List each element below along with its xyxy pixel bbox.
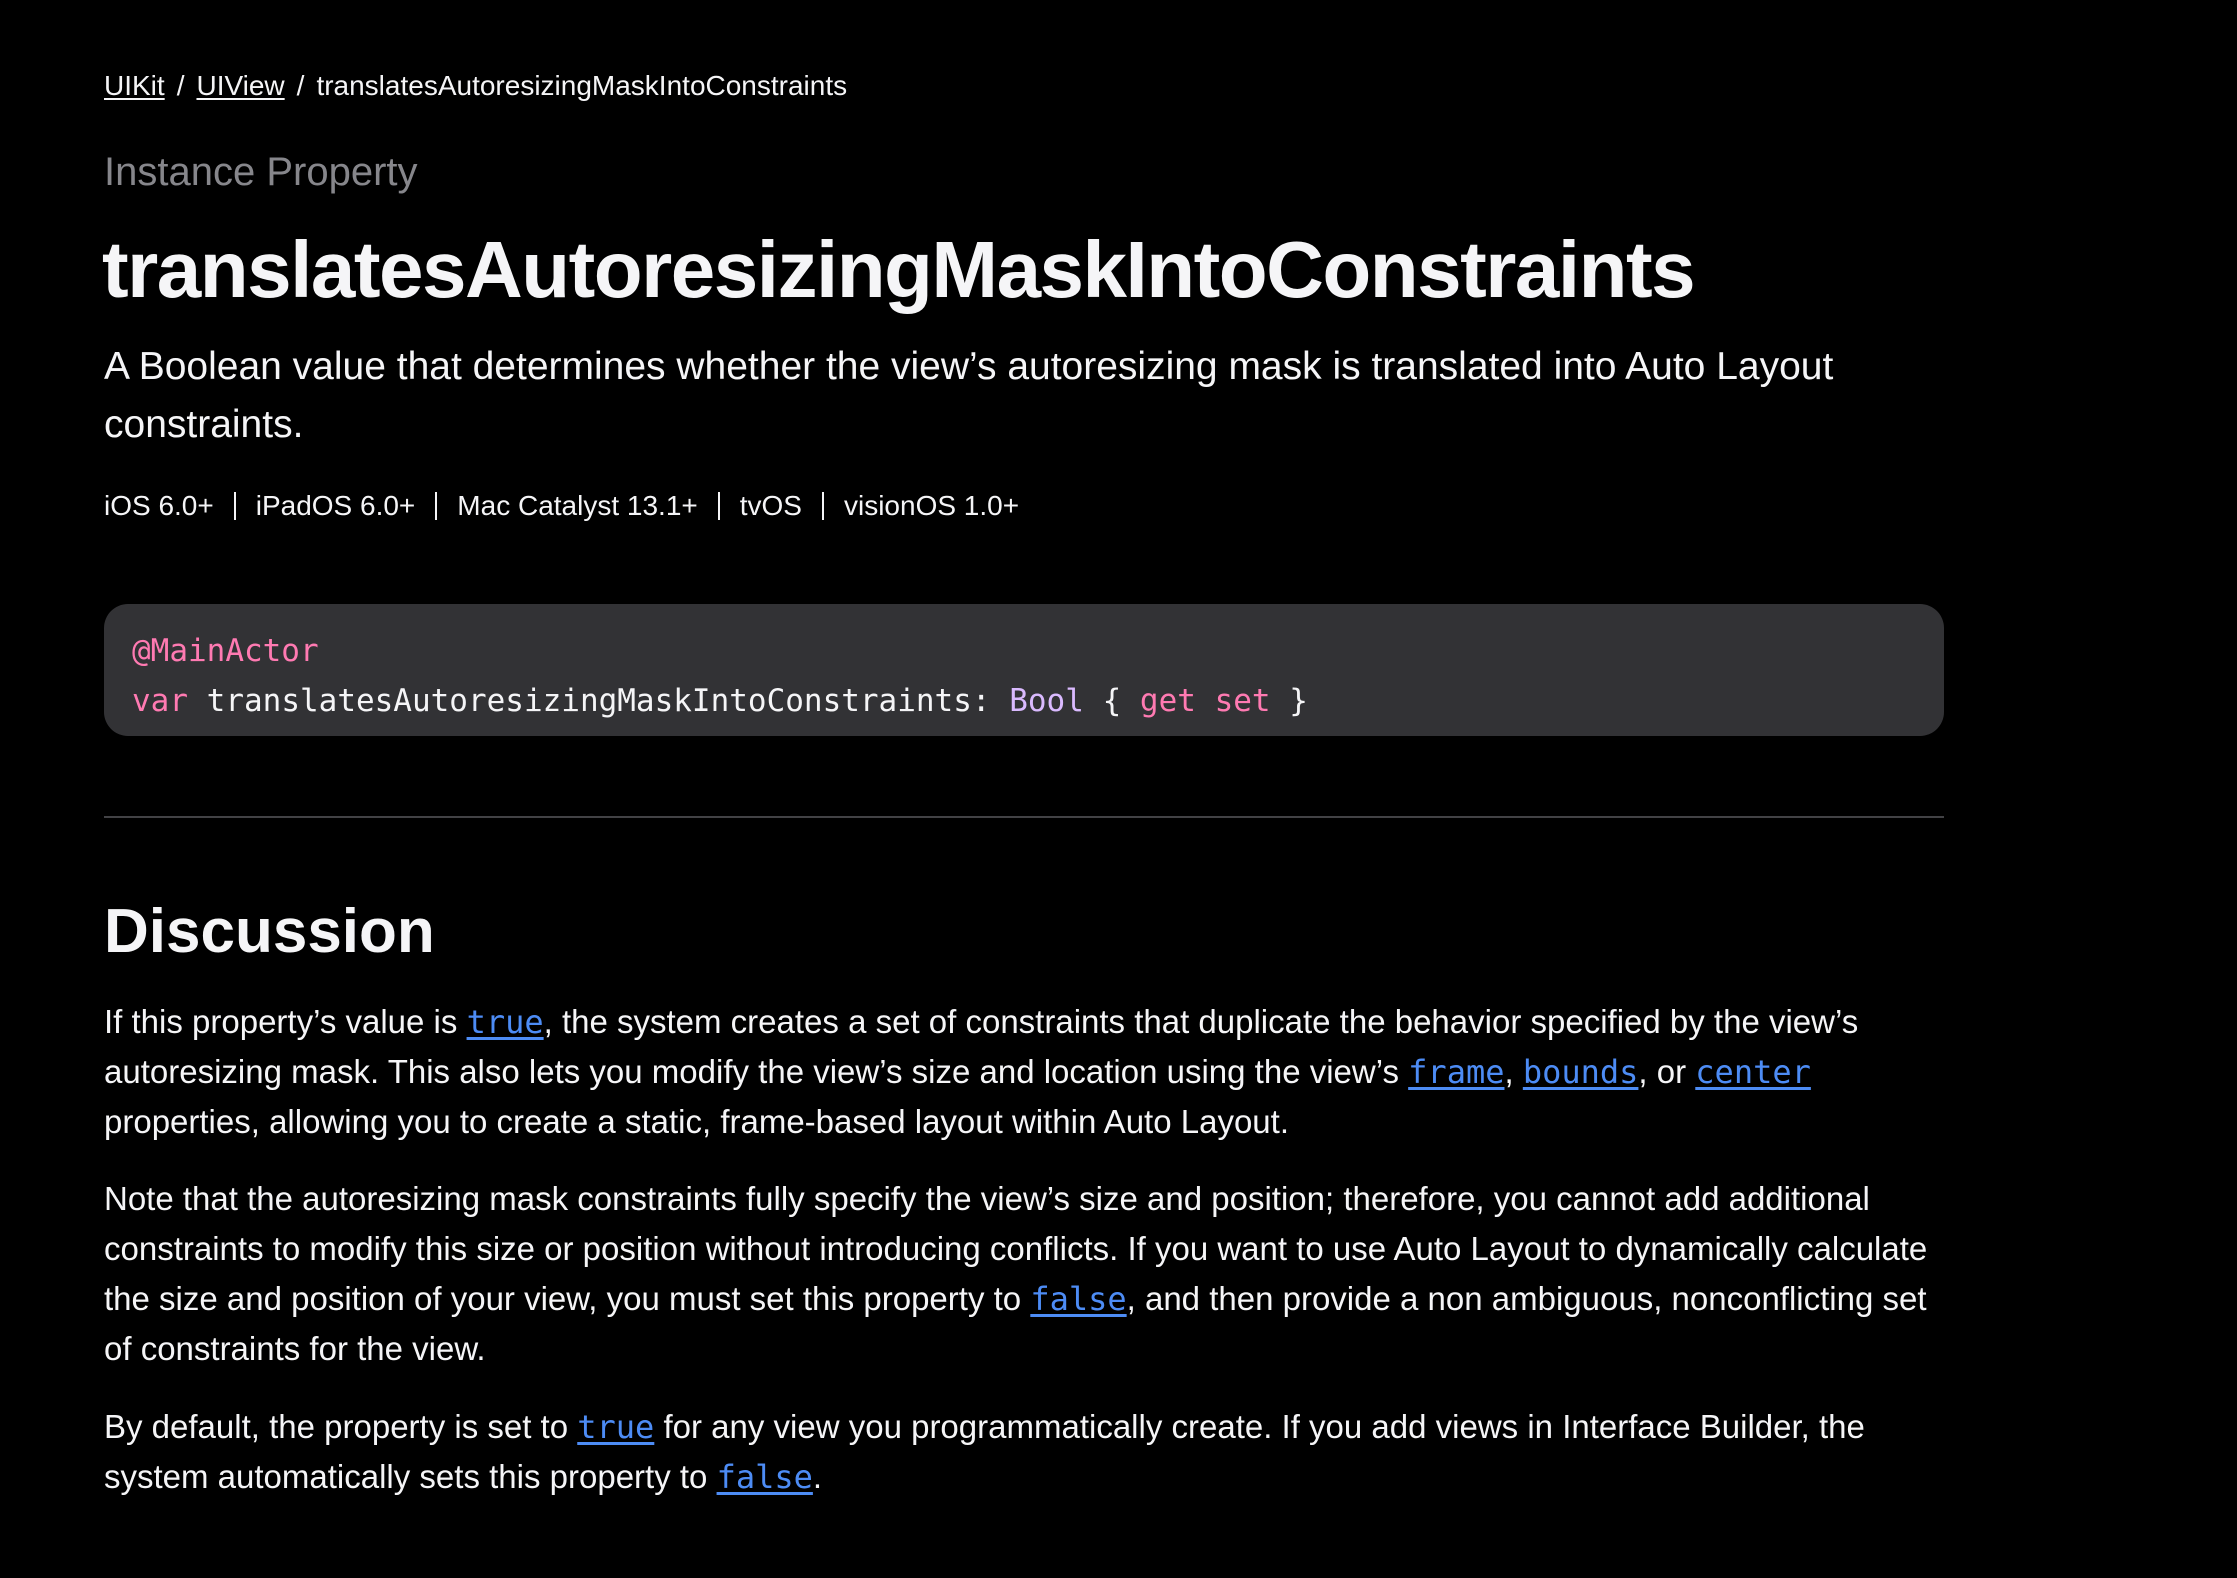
declaration-name: translatesAutoresizingMaskIntoConstraints [206,683,972,719]
declaration-colon: : [971,683,991,719]
breadcrumb-separator: / [296,70,305,101]
paragraph-text: , the system creates a set of constraints that duplicate the behavior specified by the view’s autoresizing mask. This also lets you modify the view’s size and location using the view’s [104,1003,1859,1090]
declaration-line [132,676,1916,726]
paragraph-text: Note that the autoresizing mask constraints fully specify the view’s size and position; therefore, you cannot add additional constraints to modify this size or position without introducing conflicts. If you want to use Auto Layout to dynamically calculate the size and position of your view, you must set this property to [104,1180,1928,1317]
section-divider [104,816,1944,818]
declaration-open-brace: { [1102,683,1122,719]
platform-mac-catalyst: Mac Catalyst 13.1+ [457,490,698,521]
paragraph-text: , and then provide a non ambiguous, nonconflicting set of constraints for the view. [104,1280,1927,1367]
platform-availability [104,488,1019,524]
breadcrumb-separator: / [176,70,185,101]
declaration-getter: get [1139,683,1196,719]
declaration-attribute-line [132,626,1916,676]
breadcrumb [104,68,847,104]
breadcrumb-link-uiview[interactable]: UIView [196,70,285,101]
platform-visionos: visionOS 1.0+ [843,490,1020,521]
breadcrumb-current: translatesAutoresizingMaskIntoConstraints [316,70,848,101]
page-title: translatesAutoresizingMaskIntoConstraints [102,225,1695,314]
paragraph-text: , or [1638,1053,1696,1090]
link-true[interactable]: true [577,1408,655,1446]
symbol-kind-eyebrow: Instance Property [104,150,418,194]
paragraph-text: By default, the property is set to [104,1408,578,1445]
link-false[interactable]: false [716,1458,813,1496]
platform-ios: iOS 6.0+ [104,490,214,521]
platform-tvos: tvOS [739,490,802,521]
declaration-type[interactable]: Bool [1009,683,1084,719]
paragraph-text: for any view you programmatically create. If you add views in Interface Builder, the system automatically sets this property to [104,1408,1865,1495]
paragraph-text: . [812,1458,823,1495]
platform-divider [822,492,824,520]
breadcrumb-link-uikit[interactable]: UIKit [104,70,165,101]
link-false[interactable]: false [1030,1280,1127,1318]
abstract: A Boolean value that determines whether the view’s autoresizing mask is translated into Auto Layout constraints. [104,345,1834,446]
platform-ipados: iPadOS 6.0+ [255,490,416,521]
discussion-paragraph-1 [104,997,1944,1147]
declaration-setter: set [1214,683,1271,719]
paragraph-text: properties, allowing you to create a static, frame-based layout within Auto Layout. [104,1103,1289,1140]
link-center[interactable]: center [1695,1053,1811,1091]
declaration-close-brace: } [1289,683,1308,719]
paragraph-text: , [1504,1053,1523,1090]
link-bounds[interactable]: bounds [1522,1053,1639,1091]
declaration-keyword: var [132,683,188,719]
declaration-code-block [104,604,1944,736]
platform-divider [718,492,720,520]
platform-divider [435,492,437,520]
link-frame[interactable]: frame [1408,1053,1505,1091]
platform-divider [234,492,236,520]
discussion-paragraph-2 [104,1174,1944,1374]
discussion-paragraph-3 [104,1402,1944,1502]
paragraph-text: If this property’s value is [104,1003,467,1040]
discussion-heading: Discussion [104,897,435,966]
declaration-attribute: @MainActor [132,633,319,669]
link-true[interactable]: true [466,1003,544,1041]
